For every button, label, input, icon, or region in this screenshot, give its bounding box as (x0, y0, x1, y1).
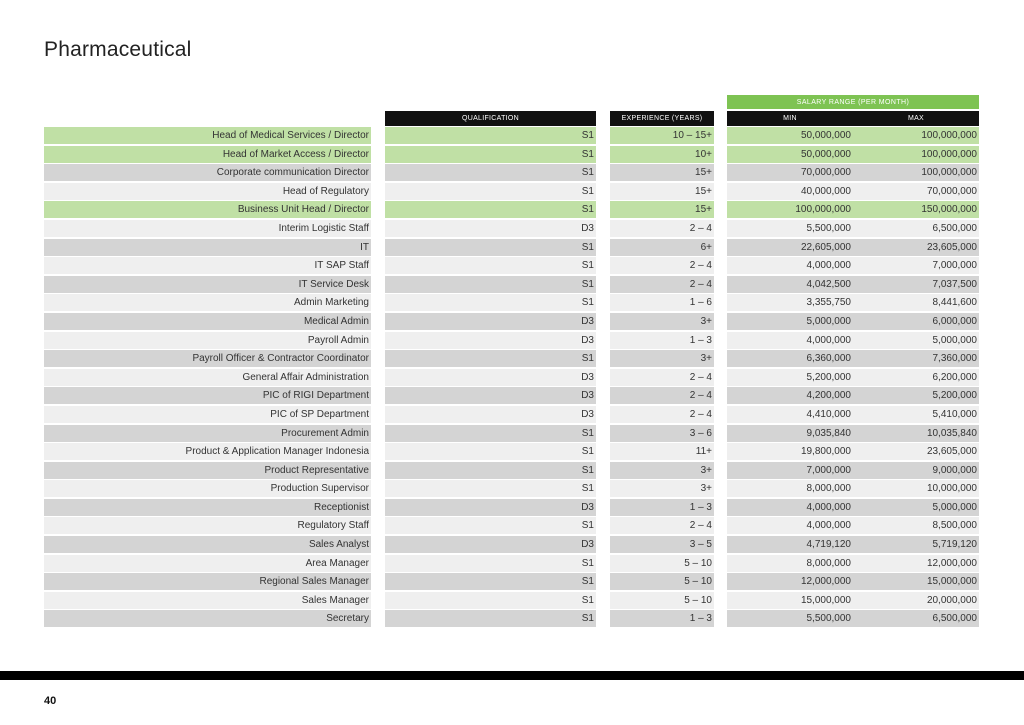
experience-cell: 2 – 4 (610, 517, 714, 534)
qualification-cell: S1 (385, 294, 596, 311)
table-row (0, 535, 1024, 554)
qualification-cell: S1 (385, 425, 596, 442)
job-title-cell: Secretary (44, 610, 371, 627)
table-row (0, 386, 1024, 405)
qualification-cell: S1 (385, 276, 596, 293)
max-salary-cell: 6,200,000 (853, 369, 979, 386)
max-salary-cell: 10,035,840 (853, 425, 979, 442)
qualification-cell: S1 (385, 555, 596, 572)
footer-bar (0, 671, 1024, 680)
experience-cell: 11+ (610, 443, 714, 460)
experience-cell: 2 – 4 (610, 406, 714, 423)
experience-cell: 15+ (610, 183, 714, 200)
max-salary-cell: 8,500,000 (853, 517, 979, 534)
job-title-cell: Regional Sales Manager (44, 573, 371, 590)
qualification-cell: S1 (385, 183, 596, 200)
job-title-cell: Interim Logistic Staff (44, 220, 371, 237)
min-salary-cell: 6,360,000 (727, 350, 853, 367)
job-title-cell: IT (44, 239, 371, 256)
job-title-cell: IT Service Desk (44, 276, 371, 293)
experience-cell: 2 – 4 (610, 220, 714, 237)
qualification-cell: S1 (385, 480, 596, 497)
job-title-cell: Regulatory Staff (44, 517, 371, 534)
experience-cell: 2 – 4 (610, 276, 714, 293)
qualification-cell: S1 (385, 443, 596, 460)
table-row (0, 498, 1024, 517)
experience-cell: 6+ (610, 239, 714, 256)
min-salary-cell: 12,000,000 (727, 573, 853, 590)
experience-cell: 3+ (610, 313, 714, 330)
table-row (0, 256, 1024, 275)
min-salary-cell: 4,719,120 (727, 536, 853, 553)
table-row (0, 219, 1024, 238)
job-title-cell: Product Representative (44, 462, 371, 479)
max-salary-cell: 6,000,000 (853, 313, 979, 330)
max-salary-cell: 7,360,000 (853, 350, 979, 367)
qualification-cell: D3 (385, 406, 596, 423)
max-salary-cell: 7,037,500 (853, 276, 979, 293)
qualification-cell: S1 (385, 257, 596, 274)
table-row (0, 238, 1024, 257)
table-row (0, 293, 1024, 312)
experience-cell: 1 – 6 (610, 294, 714, 311)
experience-cell: 5 – 10 (610, 573, 714, 590)
min-salary-cell: 50,000,000 (727, 127, 853, 144)
experience-cell: 3 – 6 (610, 425, 714, 442)
min-salary-cell: 8,000,000 (727, 480, 853, 497)
qualification-cell: S1 (385, 201, 596, 218)
qualification-cell: D3 (385, 369, 596, 386)
experience-cell: 15+ (610, 201, 714, 218)
qualification-cell: S1 (385, 146, 596, 163)
job-title-cell: Corporate communication Director (44, 164, 371, 181)
salary-table (0, 126, 1024, 628)
max-salary-cell: 20,000,000 (853, 592, 979, 609)
job-title-cell: Payroll Admin (44, 332, 371, 349)
qualification-cell: D3 (385, 332, 596, 349)
qualification-cell: S1 (385, 462, 596, 479)
max-salary-cell: 23,605,000 (853, 239, 979, 256)
job-title-cell: Procurement Admin (44, 425, 371, 442)
table-row (0, 405, 1024, 424)
experience-cell: 15+ (610, 164, 714, 181)
experience-cell: 3+ (610, 462, 714, 479)
table-row (0, 479, 1024, 498)
table-row (0, 516, 1024, 535)
max-salary-cell: 5,410,000 (853, 406, 979, 423)
table-row (0, 368, 1024, 387)
min-salary-cell: 5,500,000 (727, 220, 853, 237)
experience-cell: 10+ (610, 146, 714, 163)
min-salary-cell: 70,000,000 (727, 164, 853, 181)
experience-cell: 1 – 3 (610, 332, 714, 349)
job-title-cell: Receptionist (44, 499, 371, 516)
page-title: Pharmaceutical (44, 38, 192, 61)
min-salary-cell: 4,000,000 (727, 499, 853, 516)
max-salary-cell: 8,441,600 (853, 294, 979, 311)
job-title-cell: IT SAP Staff (44, 257, 371, 274)
job-title-cell: PIC of SP Department (44, 406, 371, 423)
max-salary-cell: 7,000,000 (853, 257, 979, 274)
qualification-cell: S1 (385, 239, 596, 256)
experience-cell: 3+ (610, 480, 714, 497)
min-salary-cell: 8,000,000 (727, 555, 853, 572)
max-salary-cell: 5,719,120 (853, 536, 979, 553)
min-salary-cell: 5,000,000 (727, 313, 853, 330)
table-row (0, 200, 1024, 219)
job-title-cell: Production Supervisor (44, 480, 371, 497)
min-salary-cell: 4,000,000 (727, 257, 853, 274)
job-title-cell: Payroll Officer & Contractor Coordinator (44, 350, 371, 367)
experience-cell: 1 – 3 (610, 499, 714, 516)
experience-cell: 2 – 4 (610, 257, 714, 274)
max-salary-cell: 6,500,000 (853, 610, 979, 627)
max-salary-cell: 100,000,000 (853, 146, 979, 163)
experience-cell: 5 – 10 (610, 555, 714, 572)
experience-header: EXPERIENCE (YEARS) (610, 111, 714, 126)
salary-range-header: SALARY RANGE (PER MONTH) (727, 95, 979, 109)
min-salary-header: MIN (727, 111, 853, 126)
min-salary-cell: 7,000,000 (727, 462, 853, 479)
max-salary-cell: 15,000,000 (853, 573, 979, 590)
table-row (0, 163, 1024, 182)
min-salary-cell: 4,042,500 (727, 276, 853, 293)
page-number: 40 (44, 695, 57, 707)
table-row (0, 554, 1024, 573)
table-row (0, 331, 1024, 350)
max-salary-cell: 5,000,000 (853, 499, 979, 516)
qualification-cell: S1 (385, 350, 596, 367)
table-row (0, 424, 1024, 443)
table-row (0, 349, 1024, 368)
max-salary-cell: 150,000,000 (853, 201, 979, 218)
qualification-cell: S1 (385, 573, 596, 590)
max-salary-cell: 6,500,000 (853, 220, 979, 237)
min-salary-cell: 4,410,000 (727, 406, 853, 423)
experience-cell: 1 – 3 (610, 610, 714, 627)
min-salary-cell: 9,035,840 (727, 425, 853, 442)
experience-cell: 5 – 10 (610, 592, 714, 609)
job-title-cell: Product & Application Manager Indonesia (44, 443, 371, 460)
table-row (0, 591, 1024, 610)
qualification-cell: D3 (385, 499, 596, 516)
min-salary-cell: 19,800,000 (727, 443, 853, 460)
min-salary-cell: 40,000,000 (727, 183, 853, 200)
qualification-cell: S1 (385, 127, 596, 144)
experience-cell: 3+ (610, 350, 714, 367)
max-salary-cell: 10,000,000 (853, 480, 979, 497)
max-salary-cell: 100,000,000 (853, 127, 979, 144)
min-salary-cell: 4,200,000 (727, 387, 853, 404)
experience-cell: 3 – 5 (610, 536, 714, 553)
job-title-cell: Head of Medical Services / Director (44, 127, 371, 144)
job-title-cell: Head of Market Access / Director (44, 146, 371, 163)
min-salary-cell: 50,000,000 (727, 146, 853, 163)
experience-cell: 10 – 15+ (610, 127, 714, 144)
min-salary-cell: 100,000,000 (727, 201, 853, 218)
experience-cell: 2 – 4 (610, 387, 714, 404)
job-title-cell: Sales Manager (44, 592, 371, 609)
max-salary-cell: 5,000,000 (853, 332, 979, 349)
job-title-cell: Area Manager (44, 555, 371, 572)
table-row (0, 442, 1024, 461)
qualification-cell: S1 (385, 592, 596, 609)
qualification-cell: S1 (385, 517, 596, 534)
job-title-cell: PIC of RIGI Department (44, 387, 371, 404)
qualification-cell: D3 (385, 313, 596, 330)
qualification-header: QUALIFICATION (385, 111, 596, 126)
experience-cell: 2 – 4 (610, 369, 714, 386)
min-salary-cell: 22,605,000 (727, 239, 853, 256)
min-salary-cell: 4,000,000 (727, 517, 853, 534)
min-salary-cell: 5,200,000 (727, 369, 853, 386)
table-row (0, 126, 1024, 145)
qualification-cell: D3 (385, 536, 596, 553)
max-salary-header: MAX (853, 111, 979, 126)
job-title-cell: Head of Regulatory (44, 183, 371, 200)
table-row (0, 312, 1024, 331)
max-salary-cell: 12,000,000 (853, 555, 979, 572)
max-salary-cell: 9,000,000 (853, 462, 979, 479)
max-salary-cell: 5,200,000 (853, 387, 979, 404)
job-title-cell: Admin Marketing (44, 294, 371, 311)
qualification-cell: S1 (385, 164, 596, 181)
job-title-cell: General Affair Administration (44, 369, 371, 386)
min-salary-cell: 15,000,000 (727, 592, 853, 609)
table-row (0, 182, 1024, 201)
qualification-cell: D3 (385, 387, 596, 404)
max-salary-cell: 23,605,000 (853, 443, 979, 460)
table-row (0, 572, 1024, 591)
max-salary-cell: 70,000,000 (853, 183, 979, 200)
job-title-cell: Sales Analyst (44, 536, 371, 553)
min-salary-cell: 5,500,000 (727, 610, 853, 627)
table-row (0, 461, 1024, 480)
qualification-cell: S1 (385, 610, 596, 627)
job-title-cell: Medical Admin (44, 313, 371, 330)
qualification-cell: D3 (385, 220, 596, 237)
job-title-cell: Business Unit Head / Director (44, 201, 371, 218)
table-row (0, 609, 1024, 628)
max-salary-cell: 100,000,000 (853, 164, 979, 181)
table-row (0, 145, 1024, 164)
min-salary-cell: 3,355,750 (727, 294, 853, 311)
min-salary-cell: 4,000,000 (727, 332, 853, 349)
table-row (0, 275, 1024, 294)
